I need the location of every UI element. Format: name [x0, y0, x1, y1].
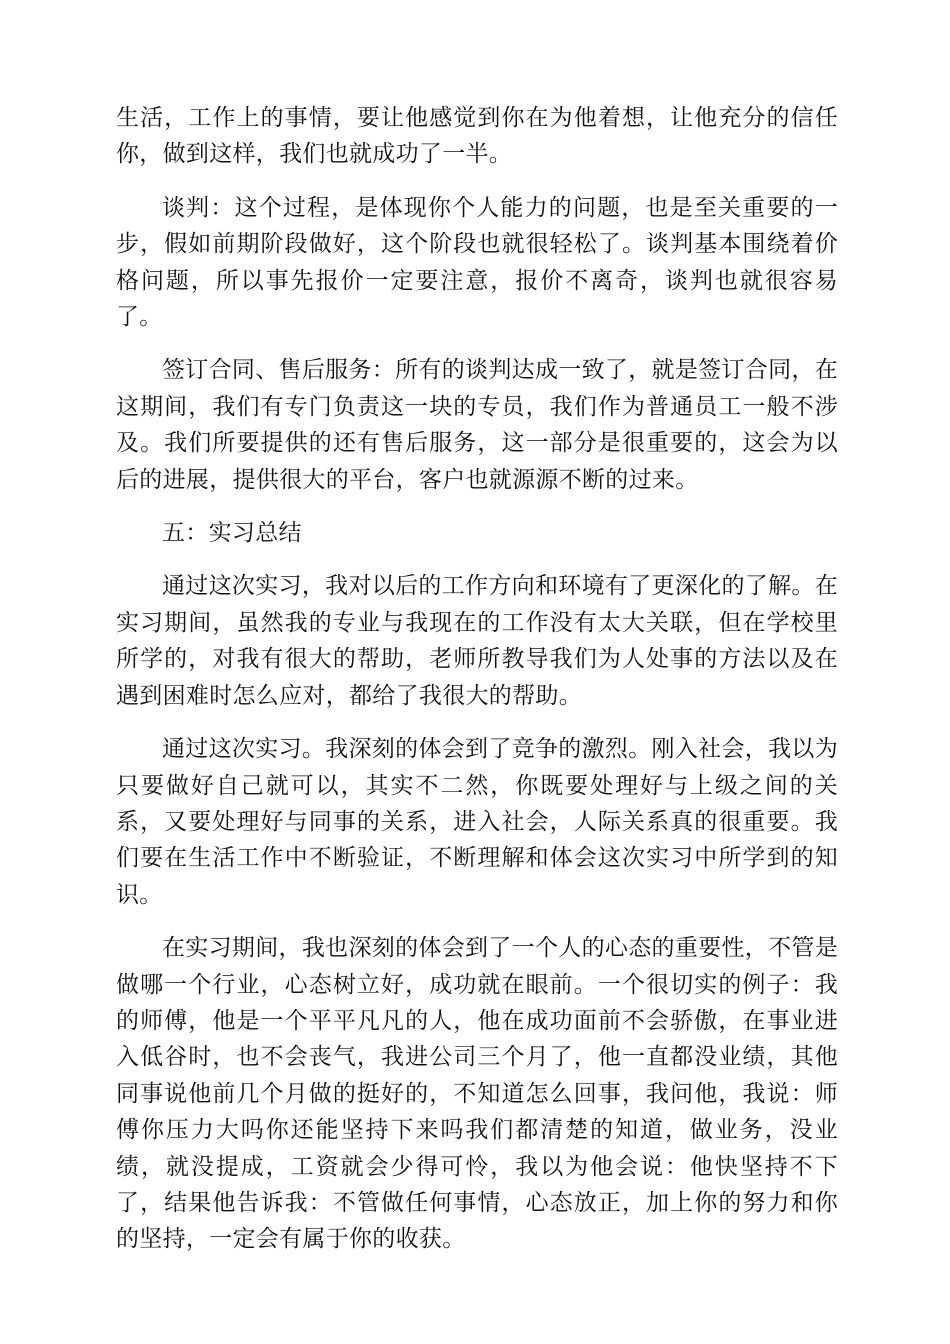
paragraph-summary-mindset: 在实习期间，我也深刻的体会到了一个人的心态的重要性，不管是做哪一个行业，心态树立好，成功就在眼前。一个很切实的例子：我的师傅，他是一个平平凡凡的人，他在成功面前不会骄傲，在事业进入低谷时，也不会丧气，我进公司三个月了，他一直都没业绩，其他同事说他前几个月做的挺好的，不知道怎么回事，我问他，我说：师傅你压力大吗你还能坚持下来吗我们都清楚的知道，做业务，没业绩，就没提成，工资就会少得可怜，我以为他会说：他快坚持不下了，结果他告诉我：不管做任何事情，心态放正，加上你的努力和你的坚持，一定会有属于你的收获。 — [116, 935, 838, 1253]
paragraph-negotiation: 谈判：这个过程，是体现你个人能力的问题，也是至关重要的一步，假如前期阶段做好，这个阶段也就很轻松了。谈判基本围绕着价格问题，所以事先报价一定要注意，报价不离奇，谈判也就很容易了。 — [116, 194, 838, 331]
paragraph-summary-competition: 通过这次实习。我深刻的体会到了竞争的激烈。刚入社会，我以为只要做好自己就可以，其实不二然，你既要处理好与上级之间的关系，又要处理好与同事的关系，进入社会，人际关系真的很重要。我们要在生活工作中不断验证，不断理解和体会这次实习中所学到的知识。 — [116, 736, 838, 908]
paragraph-summary-work-direction: 通过这次实习，我对以后的工作方向和环境有了更深化的了解。在实习期间，虽然我的专业与我现在的工作没有太大关联，但在学校里所学的，对我有很大的帮助，老师所教导我们为人处事的方法以及在遇到困难时怎么应对，都给了我很大的帮助。 — [116, 573, 838, 709]
paragraph-contract-after-sales: 签订合同、售后服务：所有的谈判达成一致了，就是签订合同，在这期间，我们有专门负责这一块的专员，我们作为普通员工一般不涉及。我们所要提供的还有售后服务，这一部分是很重要的，这会为以后的进展，提供很大的平台，客户也就源源不断的过来。 — [116, 357, 838, 493]
paragraph-customer-relations: 生活，工作上的事情，要让他感觉到你在为他着想，让他充分的信任你，做到这样，我们也就成功了一半。 — [116, 105, 838, 168]
section-heading-internship-summary: 五：实习总结 — [162, 520, 302, 547]
document-body — [116, 100, 838, 1275]
